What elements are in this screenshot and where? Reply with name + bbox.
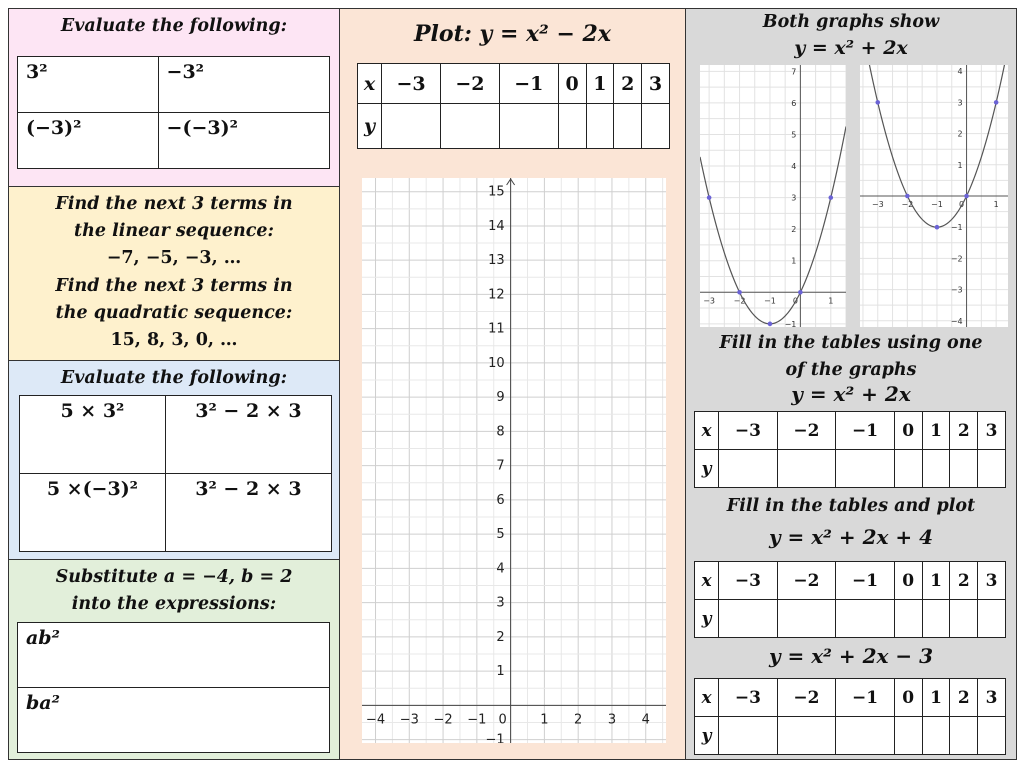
y-label: y xyxy=(695,450,719,488)
y-cell[interactable] xyxy=(719,600,778,638)
sequences-panel xyxy=(8,186,340,361)
x-tick-label: −2 xyxy=(733,296,746,306)
x-value: 1 xyxy=(922,562,950,600)
eval-cell: 5 × 3² xyxy=(20,396,166,474)
plot-panel xyxy=(339,8,686,760)
y-cell[interactable] xyxy=(978,717,1006,755)
plot-grid xyxy=(362,178,666,743)
y-cell[interactable] xyxy=(894,600,922,638)
y-tick-label: 13 xyxy=(488,253,505,269)
expression-cell: ab² xyxy=(18,623,330,688)
y-tick-label: 2 xyxy=(791,225,797,235)
linear-title-2: the linear sequence: xyxy=(74,221,274,241)
x-label: x xyxy=(358,64,382,104)
y-tick-label: 9 xyxy=(496,390,505,406)
graph-one xyxy=(700,65,846,327)
y-tick-label: −1 xyxy=(784,319,797,327)
x-value: 0 xyxy=(894,562,922,600)
y-cell[interactable] xyxy=(950,450,978,488)
x-value: −3 xyxy=(719,412,778,450)
x-tick-label: −1 xyxy=(764,296,776,306)
x-tick-label: −2 xyxy=(433,712,453,728)
y-tick-label: 12 xyxy=(488,287,505,303)
table3 xyxy=(694,678,1006,755)
y-tick-label: 1 xyxy=(957,160,963,170)
x-tick-label: −3 xyxy=(871,200,884,209)
y-tick-label: 11 xyxy=(488,321,505,337)
y-tick-label: 7 xyxy=(791,67,797,77)
y-tick-label: −1 xyxy=(950,223,963,233)
y-cell[interactable] xyxy=(499,104,558,149)
x-value: −1 xyxy=(836,679,895,717)
eval-cell: 3² − 2 × 3 xyxy=(165,396,331,474)
y-cell[interactable] xyxy=(978,450,1006,488)
both-graphs-equation: y = x² + 2x xyxy=(794,37,908,59)
y-tick-label: 3 xyxy=(957,98,963,108)
graph-point xyxy=(737,290,742,295)
fill-tables-title-1: Fill in the tables using one xyxy=(719,333,983,353)
y-cell[interactable] xyxy=(978,600,1006,638)
graph-point xyxy=(935,225,940,230)
evaluate-title: Evaluate the following: xyxy=(60,16,288,36)
x-value: 0 xyxy=(894,679,922,717)
graph-point xyxy=(707,195,712,200)
evaluate-title-2: Evaluate the following: xyxy=(60,368,288,388)
x-tick-label: 0 xyxy=(792,296,798,306)
y-cell[interactable] xyxy=(777,450,836,488)
both-graphs-title: Both graphs show xyxy=(762,12,940,32)
evaluate-expressions-panel xyxy=(8,360,340,560)
table2 xyxy=(694,561,1006,638)
graph-point xyxy=(994,100,999,105)
graph-point xyxy=(828,195,833,200)
y-label: y xyxy=(695,717,719,755)
parabola-curve xyxy=(700,127,846,324)
y-tick-label: 2 xyxy=(957,129,963,139)
y-tick-label: 7 xyxy=(496,458,505,474)
x-tick-label: 0 xyxy=(498,712,507,728)
table1 xyxy=(694,411,1006,488)
graph-point xyxy=(798,290,803,295)
expression-cell: ba² xyxy=(18,688,330,753)
table3-equation: y = x² + 2x − 3 xyxy=(768,644,934,668)
y-tick-label: 1 xyxy=(791,256,797,266)
y-cell[interactable] xyxy=(719,450,778,488)
y-cell[interactable] xyxy=(614,104,642,149)
graphs-panel xyxy=(685,8,1017,760)
y-cell[interactable] xyxy=(777,600,836,638)
y-cell[interactable] xyxy=(922,450,950,488)
fill-tables-title-2: of the graphs xyxy=(785,360,917,380)
y-cell[interactable] xyxy=(836,450,895,488)
x-tick-label: 4 xyxy=(641,712,650,728)
linear-terms: −7, −5, −3, … xyxy=(106,248,242,268)
plot-title: Plot: y = x² − 2x xyxy=(414,21,611,47)
y-label: y xyxy=(358,104,382,149)
eval-cell: (−3)² xyxy=(18,113,159,169)
x-value: 3 xyxy=(978,679,1006,717)
evaluate-table-2 xyxy=(19,395,332,552)
y-cell[interactable] xyxy=(950,600,978,638)
graph-point xyxy=(905,194,910,199)
y-tick-label: 6 xyxy=(496,492,505,508)
x-value: 1 xyxy=(922,679,950,717)
x-value: −3 xyxy=(719,562,778,600)
y-tick-label: 5 xyxy=(791,130,797,140)
x-value: −2 xyxy=(440,64,499,104)
x-value: 3 xyxy=(978,562,1006,600)
table1-equation: y = x² + 2x xyxy=(791,382,911,406)
table2-equation: y = x² + 2x + 4 xyxy=(768,525,934,549)
x-value: 2 xyxy=(950,562,978,600)
y-tick-label: 4 xyxy=(791,162,797,172)
y-tick-label: −3 xyxy=(950,285,963,295)
eval-cell: 3² − 2 × 3 xyxy=(165,474,331,552)
y-cell[interactable] xyxy=(950,717,978,755)
x-value: 2 xyxy=(614,64,642,104)
quadratic-title-2: the quadratic sequence: xyxy=(55,303,293,323)
substitute-panel xyxy=(8,559,340,760)
x-label: x xyxy=(695,412,719,450)
x-tick-label: −2 xyxy=(901,200,914,209)
x-tick-label: 3 xyxy=(607,712,617,728)
y-cell[interactable] xyxy=(836,717,895,755)
substitute-table xyxy=(17,622,330,753)
linear-title-1: Find the next 3 terms in xyxy=(55,194,293,214)
graph-point xyxy=(768,322,773,327)
y-cell[interactable] xyxy=(586,104,614,149)
y-tick-label: 8 xyxy=(496,424,505,440)
substitute-title-2: into the expressions: xyxy=(71,594,277,614)
y-tick-label: 1 xyxy=(496,664,505,680)
x-value: 0 xyxy=(894,412,922,450)
y-cell[interactable] xyxy=(836,600,895,638)
x-tick-label: 1 xyxy=(828,296,834,306)
quadratic-terms: 15, 8, 3, 0, … xyxy=(110,330,238,350)
substitute-title-1: Substitute a = −4, b = 2 xyxy=(55,567,293,587)
y-tick-label: 15 xyxy=(488,184,505,200)
x-label: x xyxy=(695,562,719,600)
x-value: −2 xyxy=(777,679,836,717)
y-cell[interactable] xyxy=(894,717,922,755)
x-tick-label: 0 xyxy=(959,200,965,209)
y-cell[interactable] xyxy=(558,104,586,149)
y-tick-label: −2 xyxy=(950,254,963,264)
y-tick-label: 6 xyxy=(791,98,797,108)
evaluate-powers-panel xyxy=(8,8,340,187)
eval-cell: −(−3)² xyxy=(158,113,329,169)
y-cell[interactable] xyxy=(922,600,950,638)
x-value: −1 xyxy=(836,412,895,450)
y-cell[interactable] xyxy=(440,104,499,149)
x-value: −3 xyxy=(382,64,441,104)
y-tick-label: 3 xyxy=(496,595,505,611)
eval-cell: 3² xyxy=(18,57,159,113)
y-tick-label: 4 xyxy=(957,67,963,77)
x-value: 0 xyxy=(558,64,586,104)
evaluate-table xyxy=(17,56,330,169)
y-tick-label: 2 xyxy=(496,629,505,645)
x-tick-label: 1 xyxy=(993,200,999,209)
x-tick-label: −4 xyxy=(365,712,386,728)
graph-point xyxy=(964,194,969,199)
x-tick-label: 2 xyxy=(574,712,583,728)
y-tick-label: 5 xyxy=(496,527,505,543)
y-cell[interactable] xyxy=(922,717,950,755)
y-cell[interactable] xyxy=(642,104,670,149)
x-value: 2 xyxy=(950,412,978,450)
graph-point xyxy=(875,100,880,105)
x-value: −2 xyxy=(777,412,836,450)
eval-cell: −3² xyxy=(158,57,329,113)
x-tick-label: −3 xyxy=(703,296,716,306)
fill-and-plot-title: Fill in the tables and plot xyxy=(726,496,976,516)
y-tick-label: 10 xyxy=(488,355,505,371)
x-value: 1 xyxy=(586,64,614,104)
y-tick-label: 14 xyxy=(488,218,505,234)
eval-cell: 5 ×(−3)² xyxy=(20,474,166,552)
x-value: −2 xyxy=(777,562,836,600)
y-tick-label: 3 xyxy=(791,193,797,203)
x-value: −1 xyxy=(499,64,558,104)
y-cell[interactable] xyxy=(777,717,836,755)
y-cell[interactable] xyxy=(894,450,922,488)
x-tick-label: −1 xyxy=(931,200,943,209)
graph-two xyxy=(860,65,1008,327)
x-tick-label: 1 xyxy=(540,712,549,728)
x-value: −1 xyxy=(836,562,895,600)
x-value: −3 xyxy=(719,679,778,717)
y-tick-label: −4 xyxy=(950,316,963,326)
x-label: x xyxy=(695,679,719,717)
x-value: 1 xyxy=(922,412,950,450)
y-cell[interactable] xyxy=(719,717,778,755)
y-tick-label: −1 xyxy=(485,732,505,743)
x-tick-label: −1 xyxy=(467,712,487,728)
plot-xy-table xyxy=(357,63,670,149)
y-tick-label: 4 xyxy=(496,561,505,577)
x-value: 2 xyxy=(950,679,978,717)
y-cell[interactable] xyxy=(382,104,441,149)
y-label: y xyxy=(695,600,719,638)
x-value: 3 xyxy=(978,412,1006,450)
x-value: 3 xyxy=(642,64,670,104)
x-tick-label: −3 xyxy=(399,712,419,728)
quadratic-title-1: Find the next 3 terms in xyxy=(55,276,293,296)
